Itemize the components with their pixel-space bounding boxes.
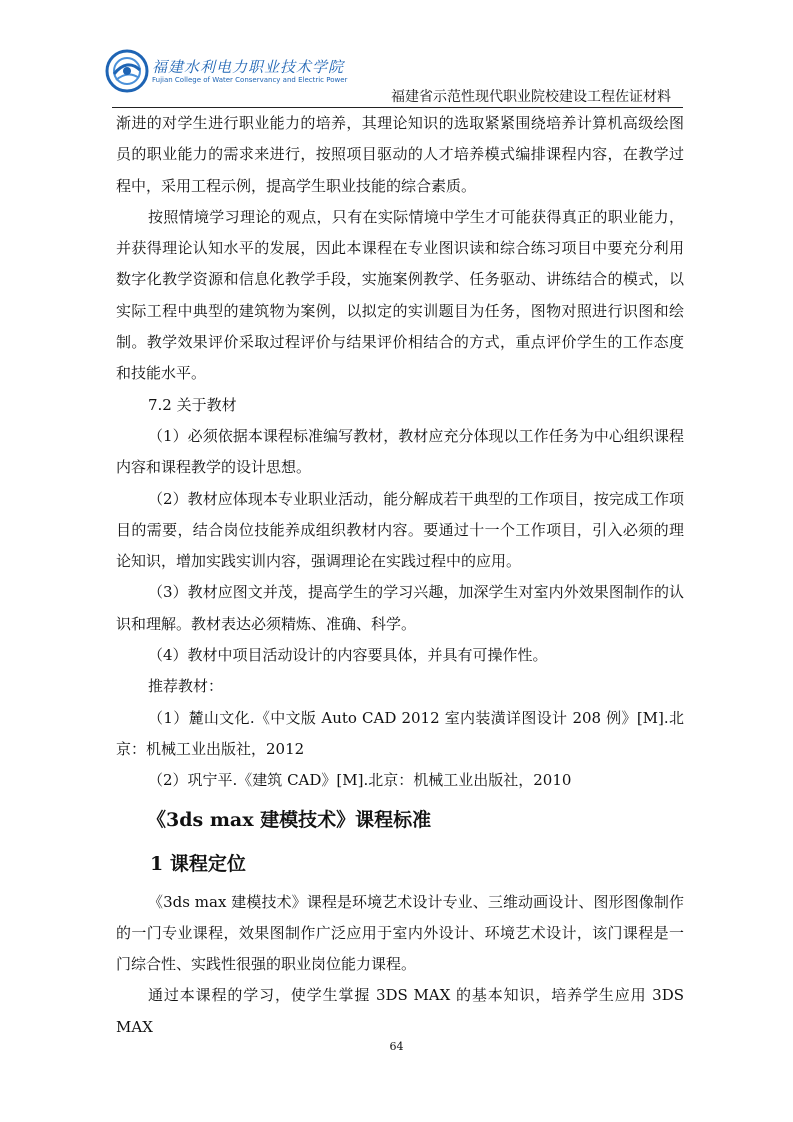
school-name-en: Fujian College of Water Conservancy and Electric Power — [152, 76, 348, 84]
paragraph: 渐进的对学生进行职业能力的培养，其理论知识的选取紧紧围绕培养计算机高级绘图员的职业能力的需求来进行，按照项目驱动的人才培养模式编排课程内容，在教学过程中，采用工程示例，提高学生职业技能的综合素质。 — [116, 114, 684, 195]
school-emblem-icon — [104, 48, 150, 94]
list-item: （1）必须依据本课程标准编写教材，教材应充分体现以工作任务为中心组织课程内容和课程教学的设计思想。 — [116, 426, 684, 477]
school-name-cn: 福建水利电力职业技术学院 — [152, 58, 345, 76]
list-item: （4）教材中项目活动设计的内容要具体，并具有可操作性。 — [148, 646, 548, 665]
paragraph: 推荐教材： — [148, 677, 224, 696]
reference-item: （2）巩宁平.《建筑 CAD》[M].北京：机械工业出版社，2010 — [148, 771, 572, 790]
school-logo — [104, 48, 348, 94]
page-number: 64 — [389, 1040, 404, 1053]
subsection-heading: 7.2 关于教材 — [148, 395, 237, 414]
page-body — [116, 108, 684, 1043]
course-standard-title: 《3ds max 建模技术》课程标准 — [147, 808, 432, 831]
section-heading: 1 课程定位 — [150, 852, 246, 875]
paragraph: 按照情境学习理论的观点，只有在实际情境中学生才可能获得真正的职业能力，并获得理论认知水平的发展，因此本课程在专业图识读和综合练习项目中要充分利用数字化教学资源和信息化教学手段，实施案例教学、任务驱动、讲练结合的模式，以实际工程中典型的建筑物为案例，以拟定的实训题目为任务，图物对照进行识图和绘制。教学效果评价采取过程评价与结果评价相结合的方式，重点评价学生的工作态度和技能水平。 — [116, 207, 684, 383]
list-item: （2）教材应体现本专业职业活动，能分解成若干典型的工作项目，按完成工作项目的需要，结合岗位技能养成组织教材内容。要通过十一个工作项目，引入必须的理论知识，增加实践实训内容，强调理论在实践过程中的应用。 — [116, 489, 684, 571]
list-item: （3）教材应图文并茂，提高学生的学习兴趣，加深学生对室内外效果图制作的认识和理解。教材表达必须精炼、准确、科学。 — [116, 583, 684, 633]
document-series-title: 福建省示范性现代职业院校建设工程佐证材料 — [391, 89, 671, 105]
reference-item: （1）麓山文化.《中文版 Auto CAD 2012 室内装潢详图设计 208 例》[M].北京：机械工业出版社，2012 — [116, 708, 684, 758]
paragraph: 《3ds max 建模技术》课程是环境艺术设计专业、三维动画设计、图形图像制作的一门专业课程，效果图制作广泛应用于室内外设计、环境艺术设计，该门课程是一门综合性、实践性很强的职业岗位能力课程。 — [116, 892, 684, 974]
paragraph: 通过本课程的学习，使学生掌握 3DS MAX 的基本知识，培养学生应用 3DS MAX — [116, 986, 684, 1036]
